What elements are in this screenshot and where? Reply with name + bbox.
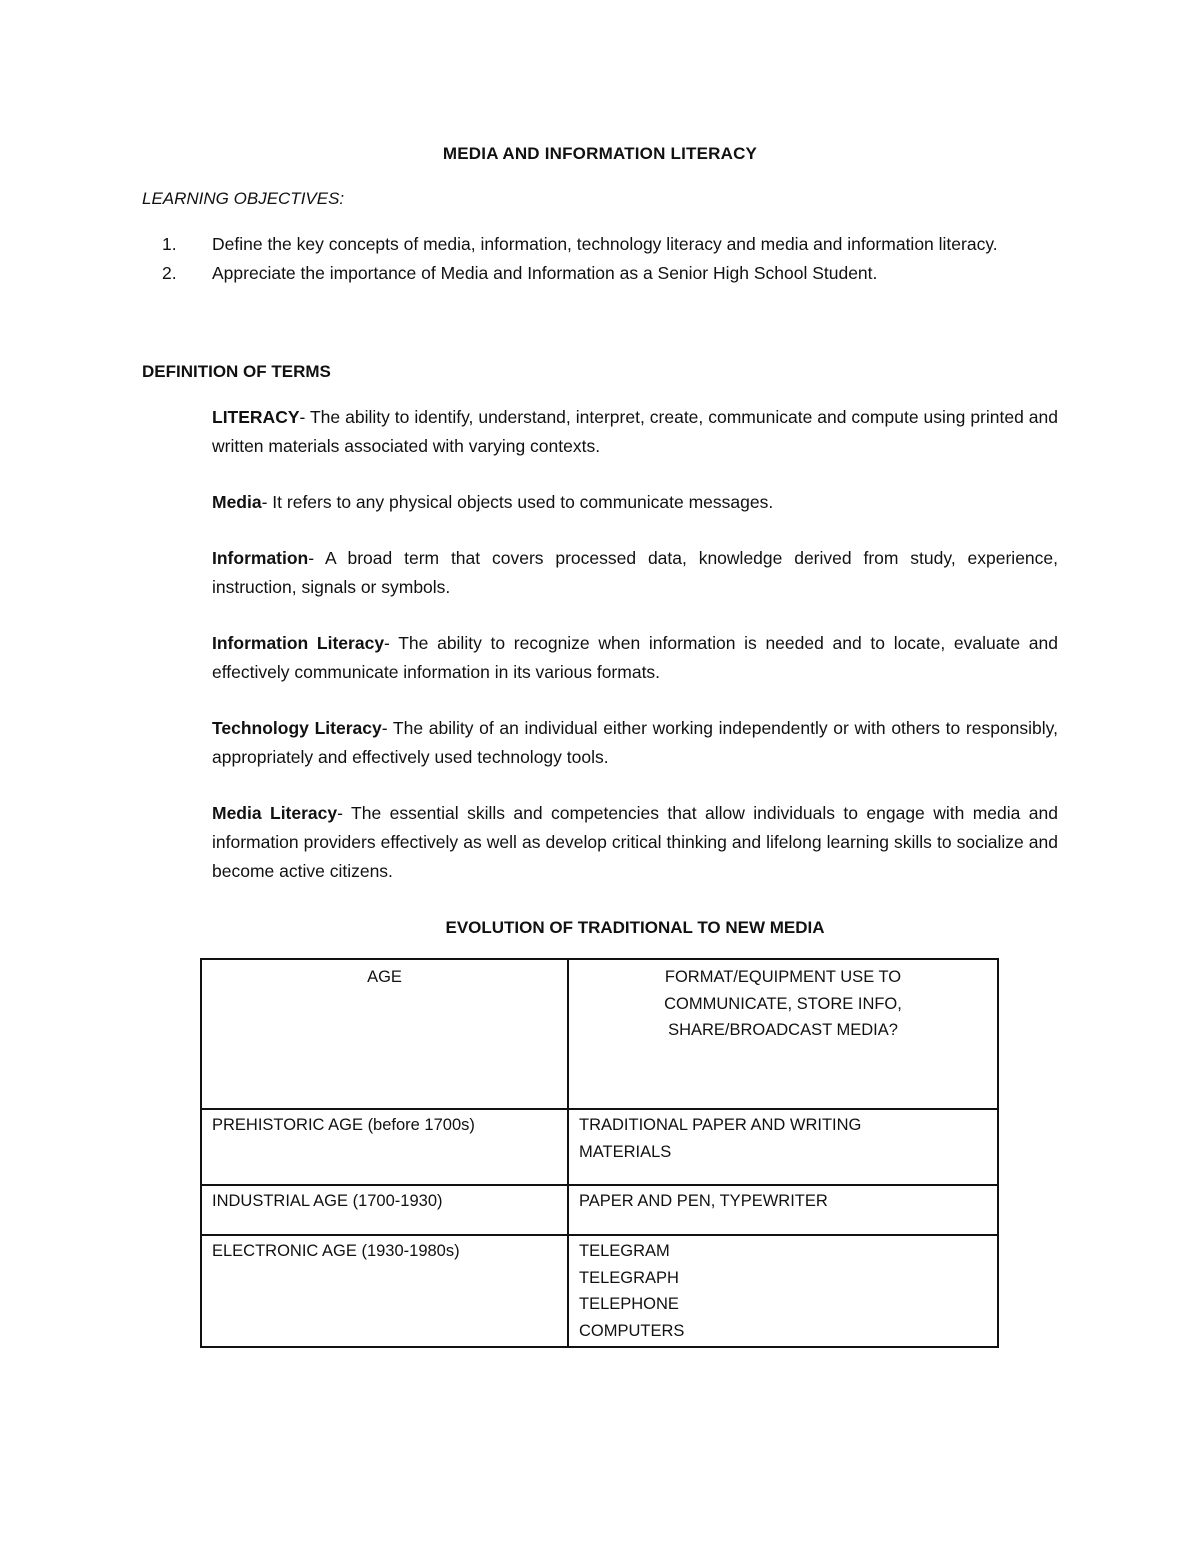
definition-media [212, 488, 1058, 517]
format-line: TELEGRAPH [579, 1268, 679, 1287]
objective-number: 2. [162, 263, 177, 283]
objective-item [142, 259, 1058, 288]
objective-item [142, 230, 1058, 259]
definition-text: - It refers to any physical objects used to communicate messages. [261, 492, 774, 512]
format-cell [568, 1235, 998, 1347]
definition-term: Information [212, 548, 309, 568]
objective-text: Define the key concepts of media, information, technology literacy and media and information literacy. [212, 234, 998, 254]
definition-text: - The ability to identify, understand, interpret, create, communicate and compute using printed and written materials associated with varying contexts. [212, 407, 1058, 456]
header-format-line: COMMUNICATE, STORE INFO, [664, 994, 902, 1013]
header-format-line: SHARE/BROADCAST MEDIA? [668, 1021, 898, 1039]
header-format-line: FORMAT/EQUIPMENT USE TO [664, 968, 902, 986]
table-row [201, 1185, 998, 1235]
format-line: TRADITIONAL PAPER AND WRITING [579, 1116, 862, 1134]
definition-text: - The ability to recognize when information is needed and to locate, evaluate and effectively communicate information in its various formats. [212, 633, 1058, 682]
header-cell-format [568, 959, 998, 1109]
definition-information [212, 544, 1058, 602]
format-line: PAPER AND PEN, TYPEWRITER [579, 1192, 828, 1210]
format-line: TELEPHONE [579, 1295, 679, 1313]
format-cell [568, 1185, 998, 1235]
age-cell: INDUSTRIAL AGE (1700-1930) [201, 1185, 568, 1235]
table-row [201, 1109, 998, 1185]
definition-text: - The essential skills and competencies that allow individuals to engage with media and information providers effectively as well as develop critical thinking and lifelong learning skills to socialize and become active citizens. [212, 803, 1058, 881]
table-heading: EVOLUTION OF TRADITIONAL TO NEW MEDIA [445, 918, 825, 937]
definition-information-literacy [212, 629, 1058, 687]
media-evolution-table [200, 958, 999, 1348]
objective-number: 1. [162, 234, 177, 254]
format-line: MATERIALS [579, 1142, 672, 1161]
format-cell [568, 1109, 998, 1185]
definition-term: LITERACY [212, 407, 300, 427]
objectives-list [142, 230, 1058, 288]
age-cell: ELECTRONIC AGE (1930-1980s) [201, 1235, 568, 1347]
definition-text: - The ability of an individual either working independently or with others to responsibly, appropriately and effectively used technology tools. [212, 718, 1058, 767]
definitions-section [212, 403, 1058, 913]
definition-term: Technology Literacy [212, 718, 382, 738]
definition-media-literacy [212, 799, 1058, 886]
definition-term: Media [212, 492, 262, 512]
definition-literacy [212, 403, 1058, 461]
format-line: TELEGRAM [579, 1242, 670, 1260]
definitions-heading: DEFINITION OF TERMS [142, 362, 331, 381]
header-cell-age [201, 959, 568, 1109]
document-title: MEDIA AND INFORMATION LITERACY [442, 144, 758, 163]
definition-text: - A broad term that covers processed data, knowledge derived from study, experience, instruction, signals or symbols. [212, 548, 1058, 597]
definition-term: Media Literacy [212, 803, 338, 823]
objectives-heading: LEARNING OBJECTIVES: [142, 189, 345, 208]
objective-text: Appreciate the importance of Media and Information as a Senior High School Student. [212, 263, 878, 283]
table-header-row [201, 959, 998, 1109]
header-age-label: AGE [367, 968, 402, 986]
format-line: COMPUTERS [579, 1321, 685, 1340]
age-cell: PREHISTORIC AGE (before 1700s) [201, 1109, 568, 1185]
table-row [201, 1235, 998, 1347]
definition-term: Information Literacy [212, 633, 385, 653]
definition-technology-literacy [212, 714, 1058, 772]
